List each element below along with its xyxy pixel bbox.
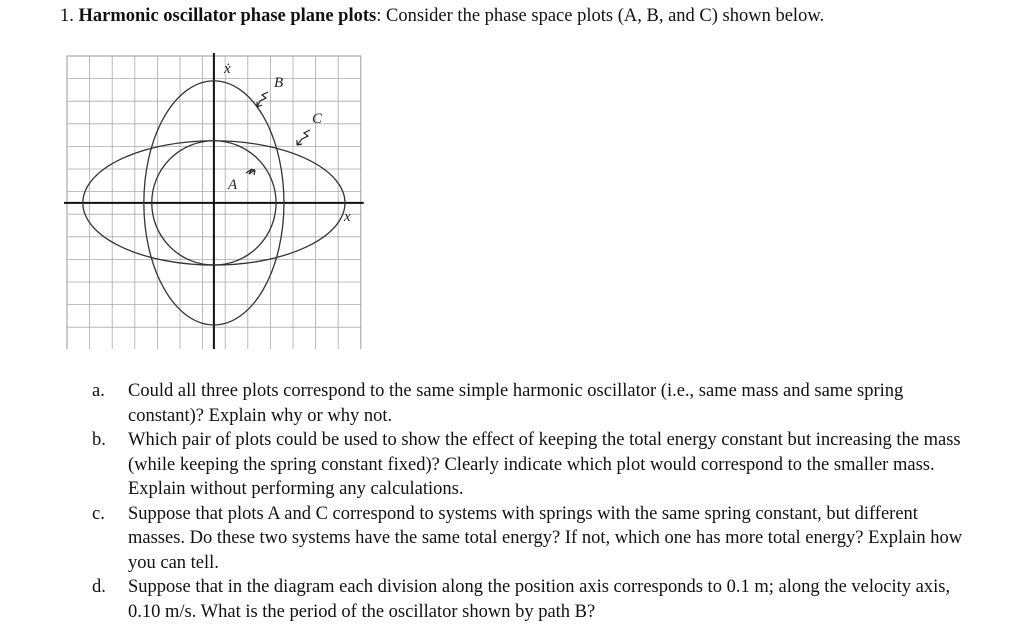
question-number: 1. [60,6,74,26]
curve-label-b: B [274,75,284,91]
part-text: Suppose that in the diagram each division along the position axis corresponds to 0.1 m; along the velocity axis, 0.10 m/s. What is the period of the oscillator shown by path B? [128,577,951,622]
question-intro: : Consider the phase space plots (A, B, and C) shown below. [376,6,825,26]
part-a [92,379,972,428]
position-axis-label: x [344,209,351,225]
phase-plane-svg [64,53,364,349]
arrow-c [297,130,310,145]
question-parts [92,379,972,624]
part-marker: b. [92,430,106,450]
part-text: Suppose that plots A and C correspond to systems with springs with the same spring constant, but different masses. Do these two systems have the same total energy? If not, which one has more total energy? Explain how you can tell. [128,503,963,573]
part-b [92,428,972,502]
phase-plane-figure [64,53,364,354]
part-text: Which pair of plots could be used to show the effect of keeping the total energy constant but increasing the mass (while keeping the spring constant fixed)? Clearly indicate which plot would correspond to the smaller mass. Explain without performing any calculations. [128,430,961,499]
curve-label-a: A [228,177,238,193]
part-text: Could all three plots correspond to the same simple harmonic oscillator (i.e., same mass and same spring constant)? Explain why or why not. [128,381,904,426]
part-marker: c. [92,503,105,524]
velocity-axis-label: ẋ [224,61,231,77]
question-heading [60,4,960,28]
arrow-a [246,169,255,175]
part-c [92,502,972,576]
part-marker: a. [92,381,105,401]
curve-label-c: C [312,111,323,127]
arrow-b [257,92,268,107]
part-d [92,575,972,624]
question-title: Harmonic oscillator phase plane plots [78,6,377,26]
part-marker: d. [92,577,106,597]
